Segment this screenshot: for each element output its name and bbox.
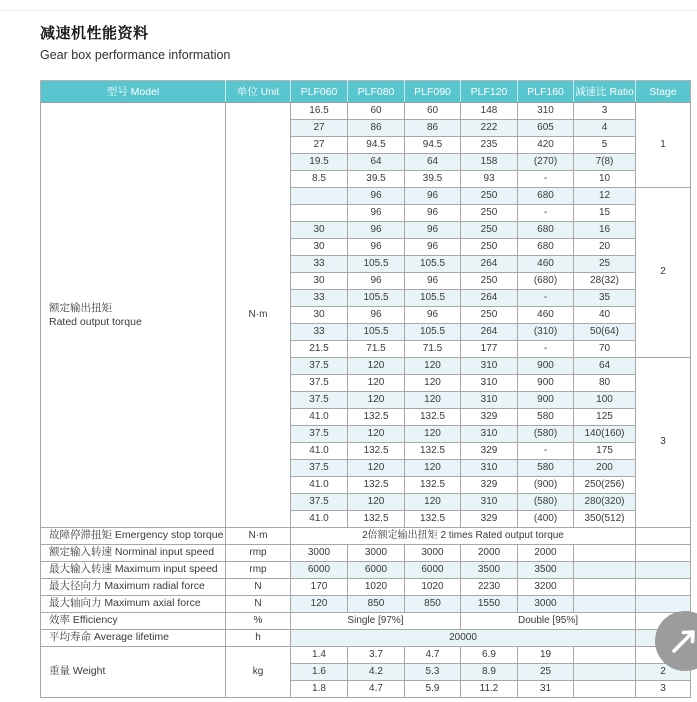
ratio-cell	[574, 647, 636, 664]
table-cell: 310	[461, 392, 518, 409]
table-cell: 37.5	[291, 392, 348, 409]
stage-cell: 3	[636, 358, 691, 528]
table-cell: 5.3	[405, 664, 461, 681]
table-cell: 64	[348, 154, 405, 171]
unit-cell: rmp	[226, 562, 291, 579]
table-cell: 6000	[405, 562, 461, 579]
table-cell: 235	[461, 137, 518, 154]
stage-cell: 2	[636, 664, 691, 681]
table-cell: 86	[348, 120, 405, 137]
table-cell: 96	[405, 188, 461, 205]
table-cell: 6.9	[461, 647, 518, 664]
unit-cell: %	[226, 613, 291, 630]
ratio-cell	[574, 562, 636, 579]
stage-cell	[636, 528, 691, 545]
table-cell: 580	[518, 460, 574, 477]
table-cell: 27	[291, 120, 348, 137]
ratio-cell: 280(320)	[574, 494, 636, 511]
arrow-up-right-icon	[655, 611, 697, 671]
table-row	[41, 596, 691, 613]
table-cell: 19.5	[291, 154, 348, 171]
ratio-cell: 4	[574, 120, 636, 137]
table-cell: 33	[291, 324, 348, 341]
stage-cell: 2	[636, 188, 691, 358]
table-cell: 2000	[518, 545, 574, 562]
merged-value-cell: 2倍额定输出扭矩 2 times Rated output torque	[291, 528, 636, 545]
table-cell: 120	[348, 375, 405, 392]
ratio-cell: 5	[574, 137, 636, 154]
table-cell: 132.5	[405, 443, 461, 460]
table-cell: 329	[461, 511, 518, 528]
table-cell: (580)	[518, 494, 574, 511]
stage-cell: 1	[636, 103, 691, 188]
table-cell: 96	[348, 222, 405, 239]
table-row	[41, 562, 691, 579]
column-header: PLF160	[518, 81, 574, 103]
table-cell: 3500	[518, 562, 574, 579]
column-header: PLF080	[348, 81, 405, 103]
table-cell: 3000	[405, 545, 461, 562]
table-cell: 1020	[348, 579, 405, 596]
ratio-cell: 28(32)	[574, 273, 636, 290]
table-cell: 310	[461, 494, 518, 511]
table-cell: 900	[518, 392, 574, 409]
table-cell: 120	[291, 596, 348, 613]
row-label: 平均寿命 Average lifetime	[41, 630, 226, 647]
table-cell: 25	[518, 664, 574, 681]
table-cell: 33	[291, 256, 348, 273]
table-row	[41, 579, 691, 596]
table-cell: 310	[461, 460, 518, 477]
table-cell: 37.5	[291, 375, 348, 392]
ratio-cell: 250(256)	[574, 477, 636, 494]
table-cell: 310	[518, 103, 574, 120]
table-cell: 96	[405, 205, 461, 222]
table-cell: 105.5	[405, 324, 461, 341]
table-cell: 310	[461, 358, 518, 375]
table-cell: 19	[518, 647, 574, 664]
table-cell: (680)	[518, 273, 574, 290]
table-cell: 41.0	[291, 511, 348, 528]
table-cell: 2230	[461, 579, 518, 596]
table-cell: 329	[461, 409, 518, 426]
table-row	[41, 545, 691, 562]
column-header: PLF120	[461, 81, 518, 103]
ratio-cell: 12	[574, 188, 636, 205]
table-cell: 105.5	[405, 256, 461, 273]
column-header: 单位 Unit	[226, 81, 291, 103]
table-cell	[291, 205, 348, 222]
table-cell: 27	[291, 137, 348, 154]
table-cell: 120	[405, 494, 461, 511]
table-cell: (400)	[518, 511, 574, 528]
table-cell: 250	[461, 222, 518, 239]
ratio-cell: 20	[574, 239, 636, 256]
unit-cell: rmp	[226, 545, 291, 562]
unit-cell: N·m	[226, 528, 291, 545]
table-cell: 6000	[348, 562, 405, 579]
table-cell: 71.5	[405, 341, 461, 358]
table-row	[41, 103, 691, 120]
table-cell: 96	[348, 205, 405, 222]
table-cell: 120	[405, 358, 461, 375]
table-cell: 1020	[405, 579, 461, 596]
table-cell: 4.7	[348, 681, 405, 698]
table-cell: 64	[405, 154, 461, 171]
ratio-cell	[574, 596, 636, 613]
row-label: 效率 Efficiency	[41, 613, 226, 630]
table-cell: 264	[461, 290, 518, 307]
table-cell: 120	[405, 426, 461, 443]
table-cell: 3000	[518, 596, 574, 613]
table-cell: 8.5	[291, 171, 348, 188]
table-row	[41, 613, 691, 630]
table-cell: 250	[461, 307, 518, 324]
ratio-cell: 64	[574, 358, 636, 375]
table-cell: 250	[461, 188, 518, 205]
ratio-cell: 7(8)	[574, 154, 636, 171]
ratio-cell	[574, 545, 636, 562]
table-cell: (580)	[518, 426, 574, 443]
table-cell: 120	[348, 494, 405, 511]
table-cell: 21.5	[291, 341, 348, 358]
table-cell: 39.5	[348, 171, 405, 188]
weight-row-label: 重量 Weight	[41, 647, 226, 698]
stage-cell	[636, 562, 691, 579]
table-cell: 39.5	[405, 171, 461, 188]
unit-cell: N	[226, 579, 291, 596]
stage-cell: 3	[636, 681, 691, 698]
row-label: 最大径向力 Maximum radial force	[41, 579, 226, 596]
table-cell: 120	[405, 375, 461, 392]
table-cell: 11.2	[461, 681, 518, 698]
ratio-cell: 15	[574, 205, 636, 222]
table-cell: 93	[461, 171, 518, 188]
torque-label-en: Rated output torque	[49, 316, 142, 328]
table-cell: 94.5	[405, 137, 461, 154]
table-cell: 132.5	[405, 511, 461, 528]
ratio-cell: 100	[574, 392, 636, 409]
table-cell: 5.9	[405, 681, 461, 698]
table-cell: 41.0	[291, 443, 348, 460]
table-cell: 30	[291, 222, 348, 239]
table-cell: 148	[461, 103, 518, 120]
table-cell: 170	[291, 579, 348, 596]
table-cell: (270)	[518, 154, 574, 171]
table-cell: 37.5	[291, 494, 348, 511]
table-cell: 3.7	[348, 647, 405, 664]
table-cell: 605	[518, 120, 574, 137]
table-cell: 105.5	[348, 256, 405, 273]
ratio-cell: 40	[574, 307, 636, 324]
table-cell: 96	[405, 222, 461, 239]
table-cell: 6000	[291, 562, 348, 579]
ratio-cell: 50(64)	[574, 324, 636, 341]
table-cell: 30	[291, 239, 348, 256]
column-header: 减速比 Ratio	[574, 81, 636, 103]
table-cell: 420	[518, 137, 574, 154]
table-cell: 580	[518, 409, 574, 426]
ratio-cell: 140(160)	[574, 426, 636, 443]
table-cell: 264	[461, 324, 518, 341]
table-cell: 158	[461, 154, 518, 171]
table-cell: 3000	[348, 545, 405, 562]
table-cell: 41.0	[291, 477, 348, 494]
table-cell: 132.5	[405, 409, 461, 426]
row-label: 最大轴向力 Maximum axial force	[41, 596, 226, 613]
table-cell: (900)	[518, 477, 574, 494]
ratio-cell: 175	[574, 443, 636, 460]
table-cell: 96	[405, 273, 461, 290]
ratio-cell: 125	[574, 409, 636, 426]
table-cell: 329	[461, 443, 518, 460]
table-cell: 132.5	[348, 477, 405, 494]
row-label: 额定输入转速 Norminal input speed	[41, 545, 226, 562]
table-cell: 30	[291, 307, 348, 324]
table-cell: -	[518, 205, 574, 222]
table-cell: 329	[461, 477, 518, 494]
ratio-cell: 25	[574, 256, 636, 273]
table-cell: 71.5	[348, 341, 405, 358]
table-cell: 96	[348, 273, 405, 290]
merged-value-cell: 20000	[291, 630, 636, 647]
top-divider	[0, 10, 697, 11]
table-cell: 680	[518, 239, 574, 256]
table-cell: 132.5	[348, 409, 405, 426]
ratio-cell: 80	[574, 375, 636, 392]
table-cell: 16.5	[291, 103, 348, 120]
table-cell: 1.6	[291, 664, 348, 681]
ratio-cell: 350(512)	[574, 511, 636, 528]
ratio-cell: 10	[574, 171, 636, 188]
table-cell: 310	[461, 426, 518, 443]
table-cell: 105.5	[405, 290, 461, 307]
table-cell: 37.5	[291, 358, 348, 375]
table-cell: 132.5	[348, 443, 405, 460]
table-cell: -	[518, 341, 574, 358]
table-cell: 120	[405, 392, 461, 409]
table-cell: 96	[348, 307, 405, 324]
table-cell: 31	[518, 681, 574, 698]
table-cell: 120	[405, 460, 461, 477]
table-cell: 96	[348, 188, 405, 205]
table-cell: 4.2	[348, 664, 405, 681]
table-cell: 3000	[291, 545, 348, 562]
unit-cell: N	[226, 596, 291, 613]
scroll-top-button[interactable]	[655, 611, 697, 671]
table-cell: 264	[461, 256, 518, 273]
table-cell: 60	[348, 103, 405, 120]
page-subtitle: Gear box performance information	[40, 48, 231, 62]
table-cell: 2000	[461, 545, 518, 562]
ratio-cell	[574, 579, 636, 596]
unit-cell: h	[226, 630, 291, 647]
ratio-cell	[574, 681, 636, 698]
performance-table	[40, 80, 691, 698]
unit-cell: N·m	[226, 103, 291, 528]
column-header: 型号 Model	[41, 81, 226, 103]
table-cell: 8.9	[461, 664, 518, 681]
table-cell: 120	[348, 358, 405, 375]
table-row	[41, 630, 691, 647]
table-cell: 132.5	[405, 477, 461, 494]
table-row	[41, 528, 691, 545]
table-cell: -	[518, 290, 574, 307]
table-cell: (310)	[518, 324, 574, 341]
table-cell: 460	[518, 307, 574, 324]
table-header-row	[41, 81, 691, 103]
table-cell: 120	[348, 426, 405, 443]
table-cell: 3500	[461, 562, 518, 579]
table-cell: 250	[461, 239, 518, 256]
table-cell: 94.5	[348, 137, 405, 154]
table-cell: 850	[405, 596, 461, 613]
stage-cell	[636, 596, 691, 613]
ratio-cell: 200	[574, 460, 636, 477]
table-cell: 105.5	[348, 324, 405, 341]
table-cell: 1.8	[291, 681, 348, 698]
table-cell: 30	[291, 273, 348, 290]
stage-cell	[636, 545, 691, 562]
stage-cell	[636, 579, 691, 596]
ratio-cell: 16	[574, 222, 636, 239]
table-cell: 250	[461, 205, 518, 222]
table-cell: 120	[348, 460, 405, 477]
table-cell: 900	[518, 358, 574, 375]
table-row	[41, 647, 691, 664]
column-header: Stage	[636, 81, 691, 103]
table-cell: -	[518, 443, 574, 460]
table-cell: 37.5	[291, 460, 348, 477]
table-cell: 310	[461, 375, 518, 392]
table-cell: 680	[518, 188, 574, 205]
table-cell: 1.4	[291, 647, 348, 664]
table-cell: 3200	[518, 579, 574, 596]
ratio-cell: 35	[574, 290, 636, 307]
page-title: 减速机性能资料	[40, 25, 149, 42]
table-cell: 96	[348, 239, 405, 256]
table-cell: 177	[461, 341, 518, 358]
table-cell: 120	[348, 392, 405, 409]
table-cell: 96	[405, 307, 461, 324]
table-cell	[291, 188, 348, 205]
torque-row-label	[41, 103, 226, 528]
table-cell: 33	[291, 290, 348, 307]
table-cell: 4.7	[405, 647, 461, 664]
row-label: 故障停滞扭矩 Emergency stop torque	[41, 528, 226, 545]
table-cell: 60	[405, 103, 461, 120]
table-cell: 105.5	[348, 290, 405, 307]
table-cell: 680	[518, 222, 574, 239]
table-cell: 41.0	[291, 409, 348, 426]
table-cell: 250	[461, 273, 518, 290]
column-header: PLF090	[405, 81, 461, 103]
table-cell: 37.5	[291, 426, 348, 443]
ratio-cell: 3	[574, 103, 636, 120]
table-cell: -	[518, 171, 574, 188]
table-cell: 900	[518, 375, 574, 392]
column-header: PLF060	[291, 81, 348, 103]
table-cell: 460	[518, 256, 574, 273]
table-cell: 850	[348, 596, 405, 613]
table-cell: 132.5	[348, 511, 405, 528]
table-cell: 96	[405, 239, 461, 256]
ratio-cell: 70	[574, 341, 636, 358]
table-cell: 86	[405, 120, 461, 137]
ratio-cell	[574, 664, 636, 681]
merged-value-cell: Double [95%]	[461, 613, 636, 630]
table-cell: 222	[461, 120, 518, 137]
torque-label-zh: 额定输出扭矩	[49, 302, 112, 314]
table-cell: 1550	[461, 596, 518, 613]
unit-cell: kg	[226, 647, 291, 698]
row-label: 最大输入转速 Maximum input speed	[41, 562, 226, 579]
merged-value-cell: Single [97%]	[291, 613, 461, 630]
